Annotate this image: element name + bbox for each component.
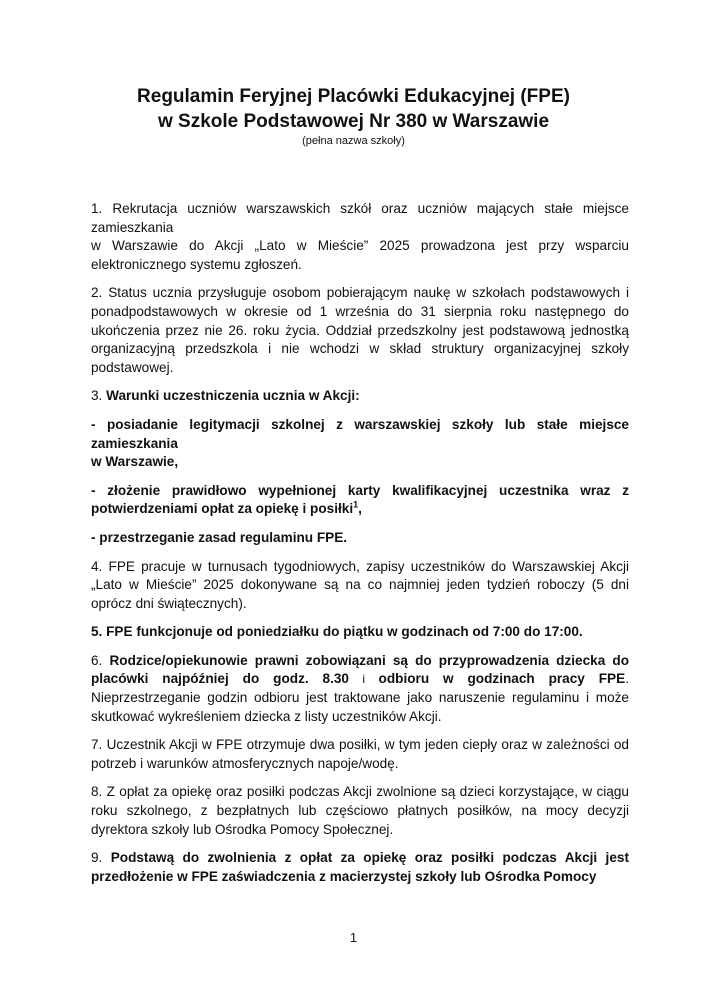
bullet-2-text: - złożenie prawidłowo wypełnionej karty kwalifikacyjnej uczestnika wraz z potwierdzeniami opłat za opiekę i posiłki — [91, 482, 629, 517]
document-title — [0, 84, 707, 134]
title-line-1: Regulamin Feryjnej Placówki Edukacyjnej (FPE) — [137, 86, 570, 107]
paragraph-9-number: 9. — [91, 850, 111, 866]
footnote-marker: 1 — [353, 499, 359, 510]
paragraph-8: 8. Z opłat za opiekę oraz posiłki podczas Akcji zwolnione są dzieci korzystające, w ciągu roku szkolnego, z bezpłatnych lub częściowo płatnych posiłków, na mocy decyzji dyrektora szkoły lub Ośrodka Pomocy Społecznej. — [91, 784, 629, 837]
paragraph-2: 2. Status ucznia przysługuje osobom pobierającym naukę w szkołach podstawowych i ponadpodstawowych w okresie od 1 września do 31 sierpnia roku następnego do ukończenia przez nie 26. roku życia. Oddział przedszkolny jest podstawową jednostką organizacyjną przedszkola i nie wchodzi w skład struktury organizacyjnej szkoły podstawowej. — [91, 285, 629, 375]
paragraph-7: 7. Uczestnik Akcji w FPE otrzymuje dwa posiłki, w tym jeden ciepły oraz w zależności od potrzeb i warunków atmosferycznych napoje/wodę. — [91, 737, 629, 771]
paragraph-1-part-b: w Warszawie do Akcji „Lato w Mieście” 2025 prowadzona jest przy wsparciu elektronicznego systemu zgłoszeń. — [91, 238, 629, 272]
paragraph-1-part-a: 1. Rekrutacja uczniów warszawskich szkół oraz uczniów mających stałe miejsce zamieszkania — [91, 201, 629, 235]
paragraph-6-conjunction: i — [348, 672, 379, 687]
title-line-2: w Szkole Podstawowej Nr 380 w Warszawie — [157, 111, 550, 132]
bullet-2-end: , — [358, 501, 362, 517]
bullet-2 — [91, 482, 629, 519]
bullet-1-part-a: - posiadanie legitymacji szkolnej z warszawskiej szkoły lub stałe miejsce zamieszkania — [91, 416, 629, 451]
paragraph-9-bold: Podstawą do zwolnienia z opłat za opiekę oraz posiłki podczas Akcji jest przedłożenie w FPE zaświadczenia z macierzystej szkoły lub Ośrodka Pomocy — [91, 850, 629, 884]
bullet-3: - przestrzeganie zasad regulaminu FPE. — [91, 529, 348, 545]
paragraph-3-number: 3. — [91, 388, 107, 404]
document-body — [91, 200, 629, 896]
document-subtitle: (pełna nazwa szkoły) — [302, 135, 405, 147]
paragraph-4: 4. FPE pracuje w turnusach tygodniowych, zapisy uczestników do Warszawskiej Akcji „Lato w Mieście” 2025 dokonywane są na co najmniej jeden tydzień roboczy (5 dni oprócz dni świątecznych). — [91, 558, 629, 611]
paragraph-3-heading: Warunki uczestniczenia ucznia w Akcji: — [106, 388, 360, 404]
paragraph-9 — [91, 849, 629, 886]
paragraph-1 — [91, 200, 629, 274]
bullet-1-part-b: w Warszawie, — [91, 454, 179, 470]
bullet-1 — [91, 416, 629, 472]
paragraph-6 — [91, 652, 629, 726]
paragraph-5: 5. FPE funkcjonuje od poniedziałku do piątku w godzinach od 7:00 do 17:00. — [91, 624, 583, 640]
page-number: 1 — [349, 930, 358, 945]
paragraph-6-number: 6. — [91, 652, 110, 668]
paragraph-6-bold-1: Rodzice/opiekunowie prawni zobowiązani są do przyprowadzenia dziecka do placówki najpóźniej do godz. 8.30 — [91, 652, 629, 687]
paragraph-6-bold-2: odbioru w godzinach pracy FPE — [378, 671, 626, 687]
paragraph-6-rest: . Nieprzestrzeganie godzin odbioru jest traktowane jako naruszenie regulaminu i może skutkować wykreśleniem dziecka z listy uczestników Akcji. — [91, 671, 629, 724]
paragraph-3 — [91, 387, 629, 406]
